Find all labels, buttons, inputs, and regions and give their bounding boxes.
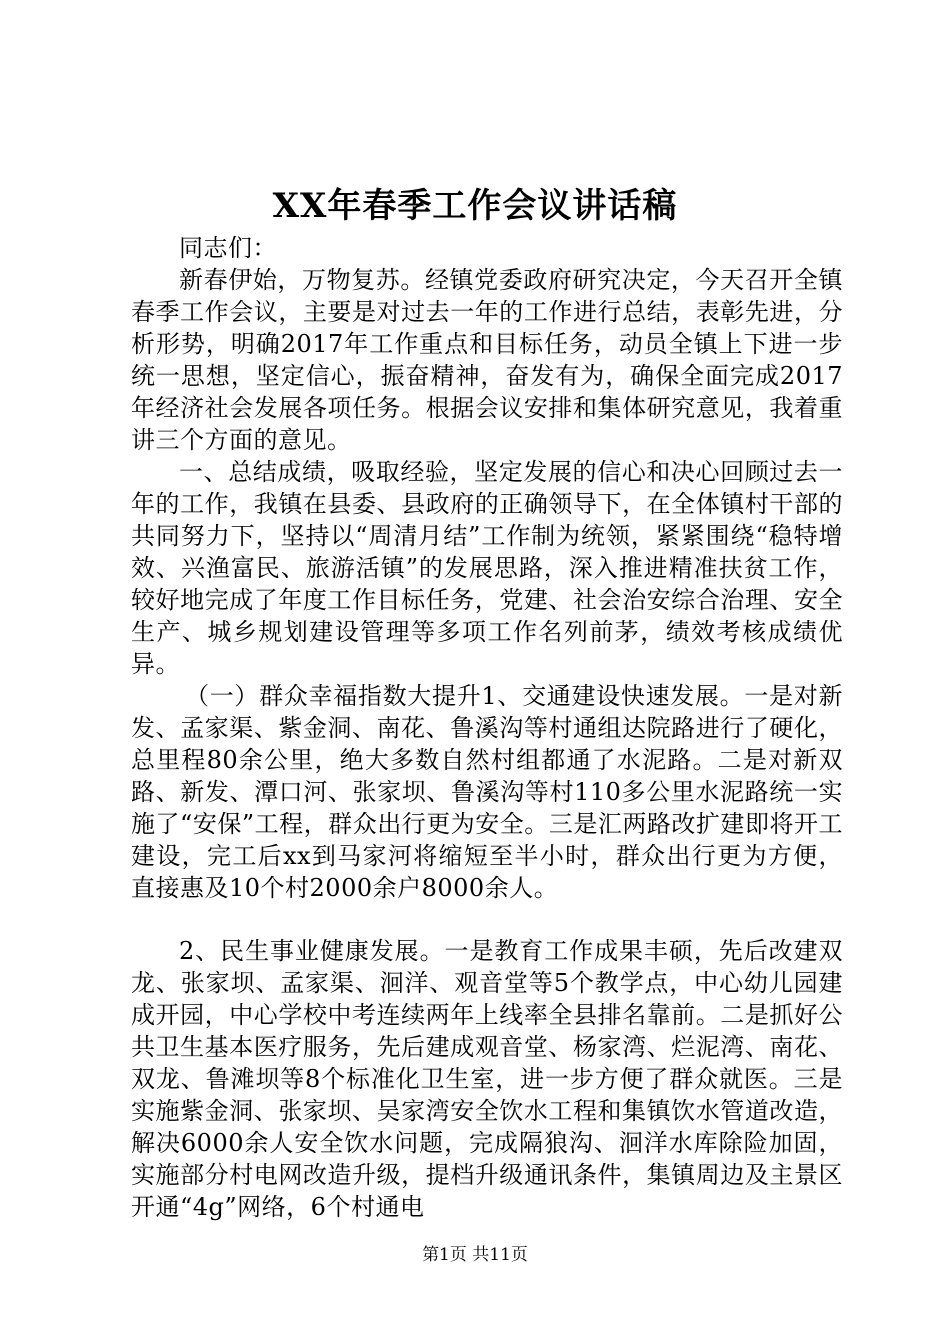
paragraph-livelihood: 2、民生事业健康发展。一是教育工作成果丰硕，先后改建双龙、张家坝、孟家渠、洄洋、观音堂等5个教学点，中心幼儿园建成开园，中心学校中考连续两年上线率全县排名靠前。二是抓好公共卫生基本医疗服务，先后建成观音堂、杨家湾、烂泥湾、南花、双龙、鲁滩坝等8个标准化卫生室，进一步方便了群众就医。三是实施紫金洞、张家坝、吴家湾安全饮水工程和集镇饮水管道改造，解决6000余人安全饮水问题，完成隔狼沟、洄洋水库除险加固，实施部分村电网改造升级，提档升级通讯条件，集镇周边及主景区开通“4g”网络，6个村通电 — [131, 937, 843, 1221]
paragraph-intro: 新春伊始，万物复苏。经镇党委政府研究决定，今天召开全镇春季工作会议，主要是对过去一年的工作进行总结，表彰先进，分析形势，明确2017年工作重点和目标任务，动员全镇上下进一步统一思想，坚定信心，振奋精神，奋发有为，确保全面完成2017年经济社会发展各项任务。根据会议安排和集体研究意见，我着重讲三个方面的意见。 — [131, 266, 843, 454]
page-number-footer: 第1页 共11页 — [422, 1245, 528, 1265]
paragraph-transport: （一）群众幸福指数大提升1、交通建设快速发展。一是对新发、孟家渠、紫金洞、南花、鲁溪沟等村通组达院路进行了硬化，总里程80余公里，绝大多数自然村组都通了水泥路。二是对新双路、新发、潭口河、张家坝、鲁溪沟等村110多公里水泥路统一实施了“安保”工程，群众出行更为安全。三是汇两路改扩建即将开工建设，完工后xx到马家河将缩短至半小时，群众出行更为方便，直接惠及10个村2000余户8000余人。 — [131, 682, 843, 902]
document-body — [131, 232, 843, 1223]
salutation: 同志们： — [179, 234, 277, 262]
paragraph-section-one: 一、总结成绩，吸取经验，坚定发展的信心和决心回顾过去一年的工作，我镇在县委、县政府的正确领导下，在全体镇村干部的共同努力下，坚持以“周清月结”工作制为统领，紧紧围绕“稳特增效、兴渔富民、旅游活镇”的发展思路，深入推进精准扶贫工作，较好地完成了年度工作目标任务，党建、社会治安综合治理、安全生产、城乡规划建设管理等多项工作名列前茅，绩效考核成绩优异。 — [131, 458, 843, 678]
document-title: XX年春季工作会议讲话稿 — [272, 186, 678, 226]
